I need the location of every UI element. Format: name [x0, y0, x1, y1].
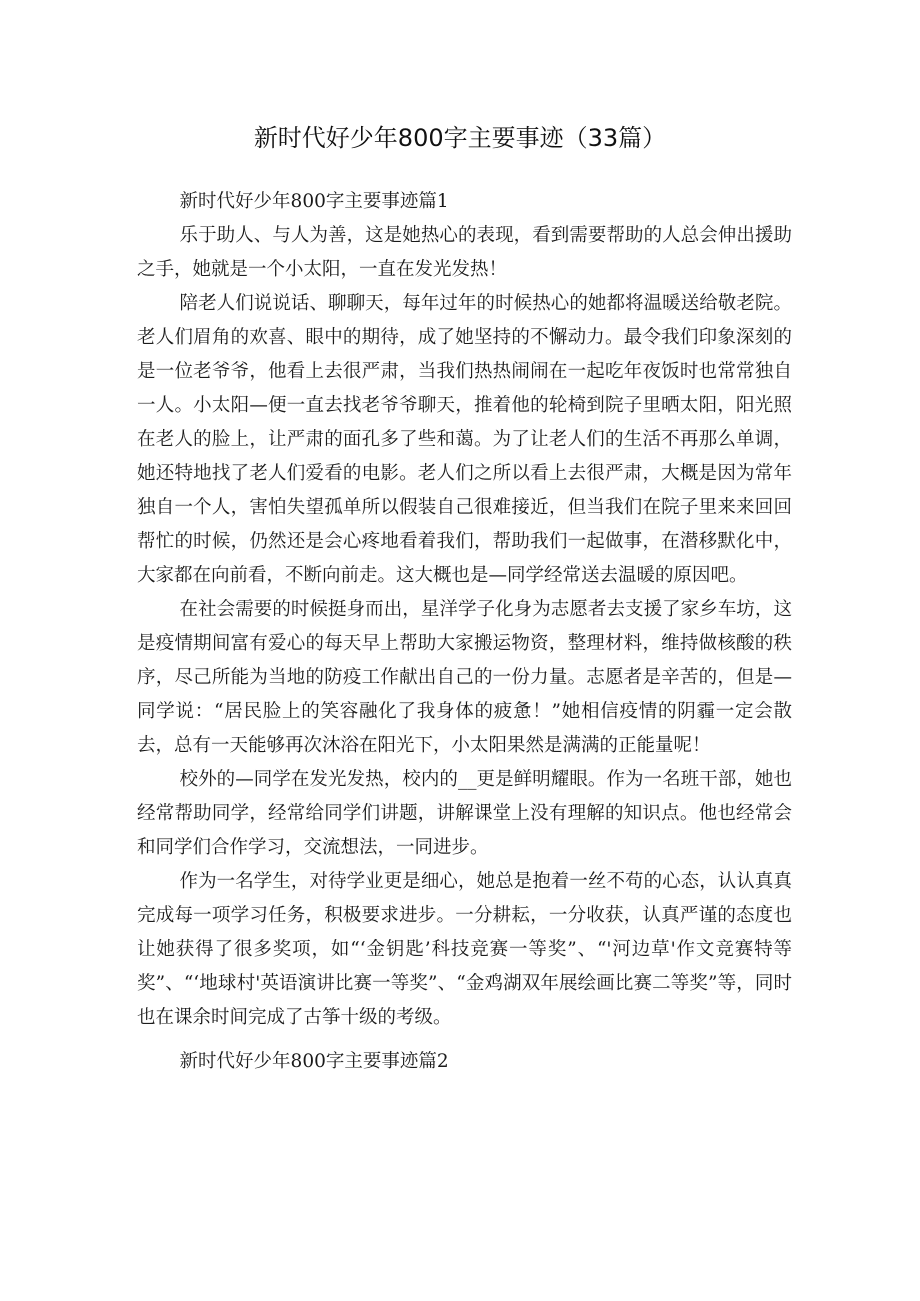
paragraph: 作为一名学生，对待学业更是细心，她总是抱着一丝不苟的心态，认认真真完成每一项学习任务，积极要求进步。一分耕耘，一分收获，认真严谨的态度也让她获得了很多奖项，如“‘金钥匙’科技竞赛一等奖”、“'河边草'作文竞赛特等奖”、“‘地球村'英语演讲比赛一等奖”、“金鸡湖双年展绘画比赛二等奖”等，同时也在课余时间完成了古筝十级的考级。: [137, 871, 792, 1028]
paragraph: 在社会需要的时候挺身而出，星洋学子化身为志愿者去支援了家乡车坊，这是疫情期间富有爱心的每天早上帮助大家搬运物资，整理材料，维持做核酸的秩序，尽己所能为当地的防疫工作献出自己的一份力量。志愿者是辛苦的，但是—同学说：“居民脸上的笑容融化了我身体的疲惫！”她相信疫情的阴霾一定会散去，总有一天能够再次沐浴在阳光下，小太阳果然是满满的正能量呢！: [137, 599, 792, 756]
document-title: 新时代好少年800字主要事迹（33篇）: [253, 124, 667, 152]
section-heading-1: 新时代好少年800字主要事迹篇1: [179, 191, 449, 212]
section-heading-2: 新时代好少年800字主要事迹篇2: [179, 1051, 449, 1072]
paragraph: 乐于助人、与人为善，这是她热心的表现，看到需要帮助的人总会伸出援助之手，她就是一个小太阳，一直在发光发热！: [137, 225, 792, 280]
paragraph: 陪老人们说说话、聊聊天，每年过年的时候热心的她都将温暖送给敬老院。老人们眉角的欢喜、眼中的期待，成了她坚持的不懈动力。最令我们印象深刻的是一位老爷爷，他看上去很严肃，当我们热热闹闹在一起吃年夜饭时也常常独自一人。小太阳—便一直去找老爷爷聊天，推着他的轮椅到院子里晒太阳，阳光照在老人的脸上，让严肃的面孔多了些和蔼。为了让老人们的生活不再那么单调，她还特地找了老人们爱看的电影。老人们之所以看上去很严肃，大概是因为常年独自一个人，害怕失望孤单所以假装自己很难接近，但当我们在院子里来来回回帮忙的时候，仍然还是会心疼地看着我们，帮助我们一起做事，在潜移默化中，大家都在向前看，不断向前走。这大概也是—同学经常送去温暖的原因吧。: [137, 293, 792, 586]
document-body: [137, 185, 792, 1079]
paragraph: 校外的—同学在发光发热，校内的__更是鲜明耀眼。作为一名班干部，她也经常帮助同学，经常给同学们讲题，讲解课堂上没有理解的知识点。他也经常会和同学们合作学习，交流想法，一同进步。: [137, 769, 792, 858]
